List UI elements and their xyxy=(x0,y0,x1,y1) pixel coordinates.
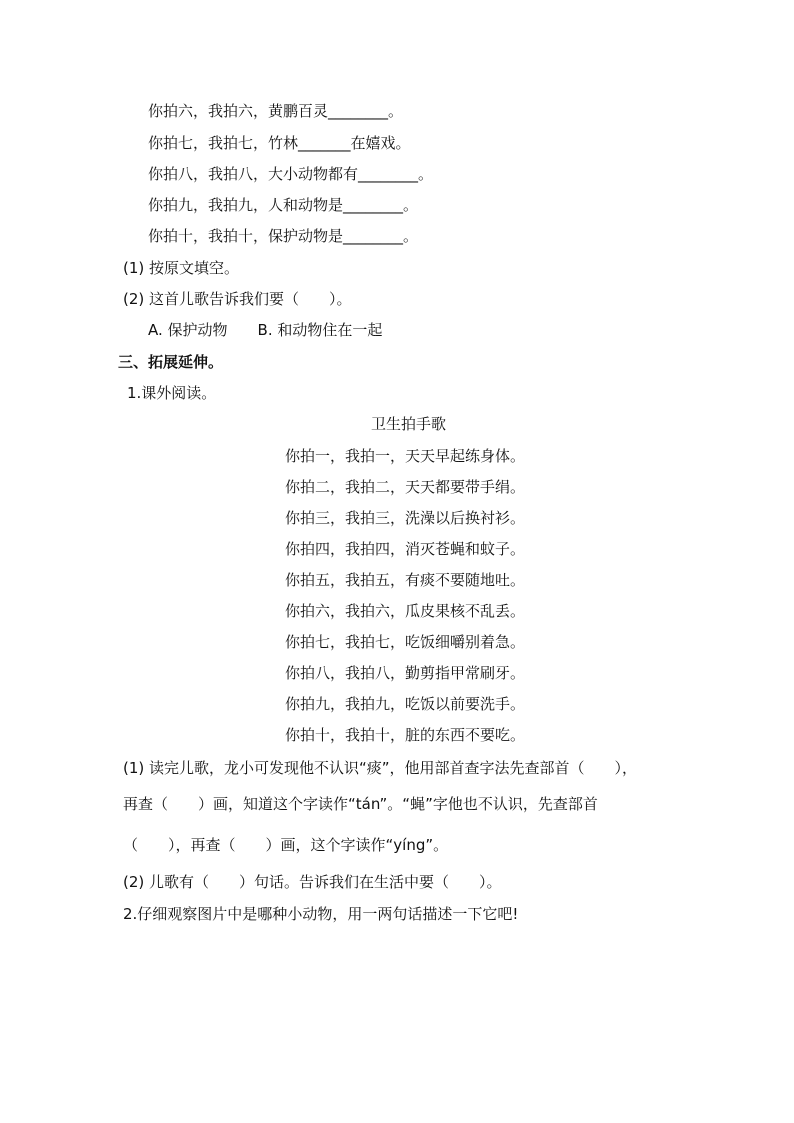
poem-line-6: 你拍六，我拍六，瓜皮果核不乱丢。 xyxy=(285,602,526,620)
reading-question-1-line-1: (1) 读完儿歌，龙小可发现他不认识“痰”，他用部首查字法先查部首（ ）， xyxy=(123,759,638,777)
item-1-reading: 1.课外阅读。 xyxy=(127,384,217,402)
poem-line-7: 你拍七，我拍七，吃饭细嚼别着急。 xyxy=(285,633,526,651)
question-1-fill: (1) 按原文填空。 xyxy=(123,259,240,277)
rhyme-line-9: 你拍九，我拍九，人和动物是________。 xyxy=(148,196,419,214)
poem-line-5: 你拍五，我拍五，有痰不要随地吐。 xyxy=(285,571,526,589)
poem-line-1: 你拍一，我拍一，天天早起练身体。 xyxy=(285,447,526,465)
question-2-lesson: (2) 这首儿歌告诉我们要（ ）。 xyxy=(123,290,352,308)
reading-question-1-line-2: 再查（ ）画，知道这个字读作“tán”。“蝇”字他也不认识，先查部首 xyxy=(123,795,598,813)
rhyme-line-6: 你拍六，我拍六，黄鹏百灵________。 xyxy=(148,102,404,120)
rhyme-line-7: 你拍七，我拍七，竹林_______在嬉戏。 xyxy=(148,134,411,152)
reading-question-1-line-3: （ ），再查（ ）画，这个字读作“yíng”。 xyxy=(123,836,449,854)
poem-line-8: 你拍八，我拍八，勤剪指甲常刷牙。 xyxy=(285,664,526,682)
item-2-observe: 2.仔细观察图片中是哪种小动物，用一两句话描述一下它吧! xyxy=(123,905,519,923)
poem-line-10: 你拍十，我拍十，脏的东西不要吃。 xyxy=(285,726,526,744)
rhyme-line-10: 你拍十，我拍十，保护动物是________。 xyxy=(148,227,419,245)
reading-question-2: (2) 儿歌有（ ）句话。告诉我们在生活中要（ ）。 xyxy=(123,873,502,891)
poem-line-9: 你拍九，我拍九，吃饭以前要洗手。 xyxy=(285,695,526,713)
poem-line-2: 你拍二，我拍二，天天都要带手绢。 xyxy=(285,478,526,496)
poem-line-4: 你拍四，我拍四，消灭苍蝇和蚊子。 xyxy=(285,540,526,558)
poem-line-3: 你拍三，我拍三，洗澡以后换衬衫。 xyxy=(285,509,526,527)
question-2-options: A. 保护动物 B. 和动物住在一起 xyxy=(148,321,383,339)
section-3-heading: 三、拓展延伸。 xyxy=(118,353,224,371)
rhyme-line-8: 你拍八，我拍八，大小动物都有________。 xyxy=(148,165,434,183)
poem-title: 卫生拍手歌 xyxy=(371,415,447,433)
